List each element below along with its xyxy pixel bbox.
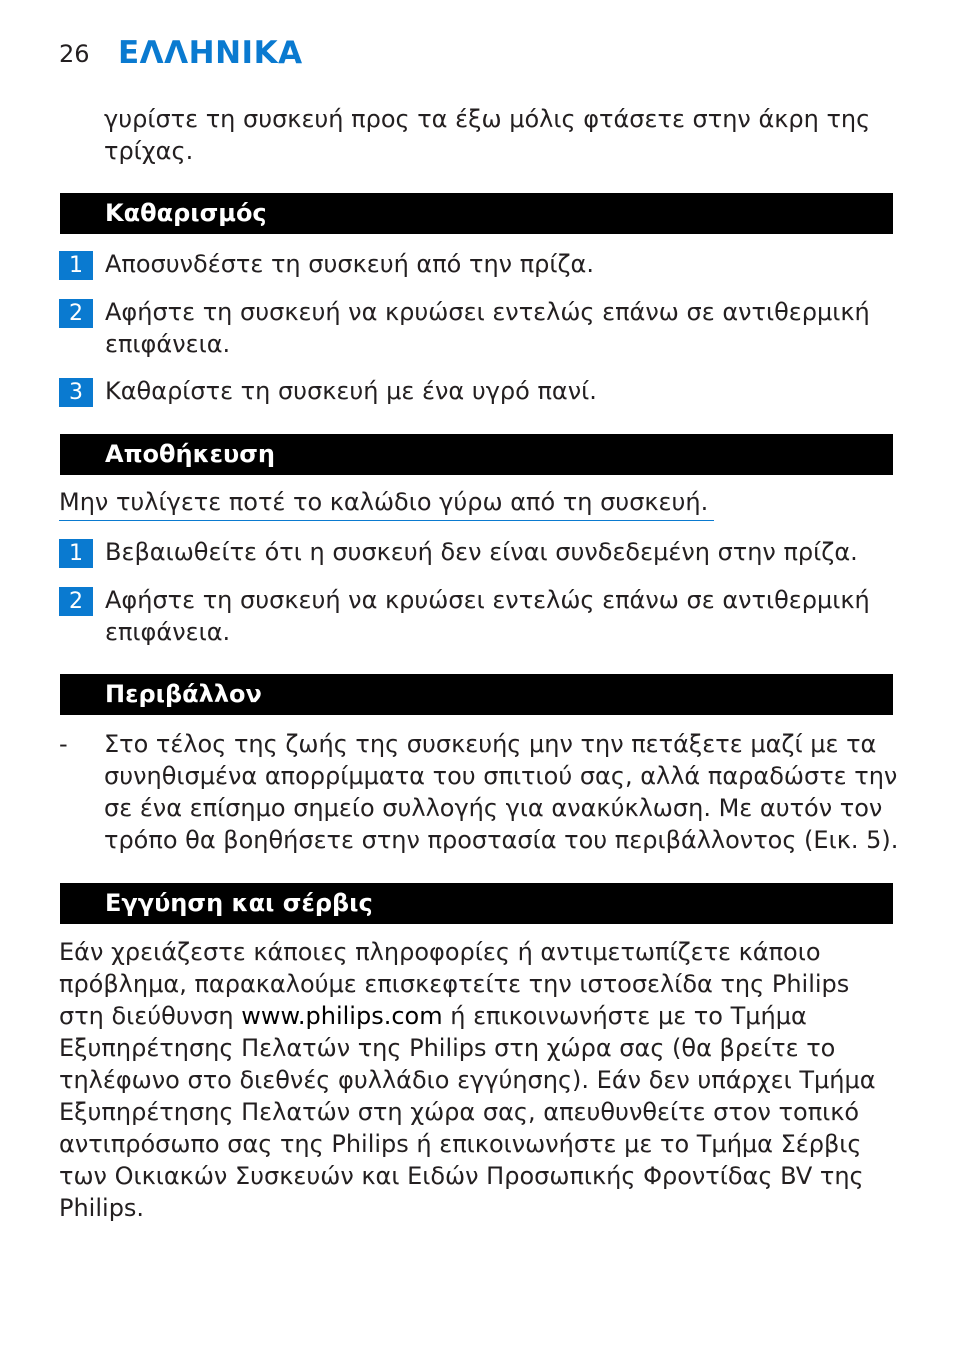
section-title-environment: Περιβάλλον: [105, 680, 262, 708]
section-title-cleaning: Καθαρισμός: [105, 199, 267, 227]
step-number: 1: [59, 539, 93, 568]
step-number: 3: [59, 378, 93, 407]
philips-website-link[interactable]: www.philips.com: [241, 1002, 443, 1030]
guarantee-text-end: ή επικοινωνήστε με το Τμήμα Εξυπηρέτησης Πελατών της Philips στη χώρα σας (θα βρείτε το τηλέφωνο στο διεθνές φυλλάδιο εγγύησης). Εάν δεν υπάρχει Τμήμα Εξυπηρέτησης Πελατών στη χώρα σας, απευθυνθείτε στον τοπικό αντιπρόσωπο σας της Philips ή επικοινωνήστε με το Τμήμα Σέρβις των Οικιακών Συσκευών και Ειδών Προσωπικής Φροντίδας BV της Philips.: [59, 1002, 876, 1222]
step-text: Καθαρίστε τη συσκευή με ένα υγρό πανί.: [105, 377, 597, 405]
language-heading: ΕΛΛΗΝΙΚΑ: [118, 35, 303, 71]
guarantee-paragraph: [59, 936, 899, 1224]
step-text: Αφήστε τη συσκευή να κρυώσει εντελώς επάνω σε αντιθερμική επιφάνεια.: [105, 586, 870, 646]
storage-warning: Μην τυλίγετε ποτέ το καλώδιο γύρω από τη συσκευή.: [59, 486, 714, 521]
step-number: 2: [59, 587, 93, 616]
bullet-marker: -: [59, 730, 68, 758]
environment-text: Στο τέλος της ζωής της συσκευής μην την πετάξετε μαζί με τα συνηθισμένα απορρίμματα του σπιτιού σας, αλλά παραδώστε την σε ένα επίσημο σημείο συλλογής για ανακύκλωση. Με αυτόν τον τρόπο θα βοηθήσετε στην προστασία του περιβάλλοντος (Εικ. 5).: [104, 730, 899, 854]
step-text: Βεβαιωθείτε ότι η συσκευή δεν είναι συνδεδεμένη στην πρίζα.: [105, 538, 858, 566]
section-bar-storage: [60, 434, 893, 475]
step-text: Αφήστε τη συσκευή να κρυώσει εντελώς επάνω σε αντιθερμική επιφάνεια.: [105, 298, 870, 358]
section-bar-cleaning: [60, 193, 893, 234]
section-title-storage: Αποθήκευση: [105, 440, 276, 468]
section-bar-guarantee: [60, 883, 893, 924]
guarantee-text-start: Εάν χρειάζεστε κάποιες πληροφορίες ή αντιμετωπίζετε κάποιο πρόβλημα, παρακαλούμε επισκεφτείτε την ιστοσελίδα της Philips στη διεύθυνση: [59, 938, 850, 1030]
intro-paragraph: γυρίστε τη συσκευή προς τα έξω μόλις φτάσετε στην άκρη της τρίχας.: [104, 105, 871, 165]
step-text: Αποσυνδέστε τη συσκευή από την πρίζα.: [105, 250, 594, 278]
step-number: 1: [59, 251, 93, 280]
step-number: 2: [59, 299, 93, 328]
section-bar-environment: [60, 674, 893, 715]
page-number: 26: [59, 40, 90, 68]
section-title-guarantee: Εγγύηση και σέρβις: [105, 889, 373, 917]
